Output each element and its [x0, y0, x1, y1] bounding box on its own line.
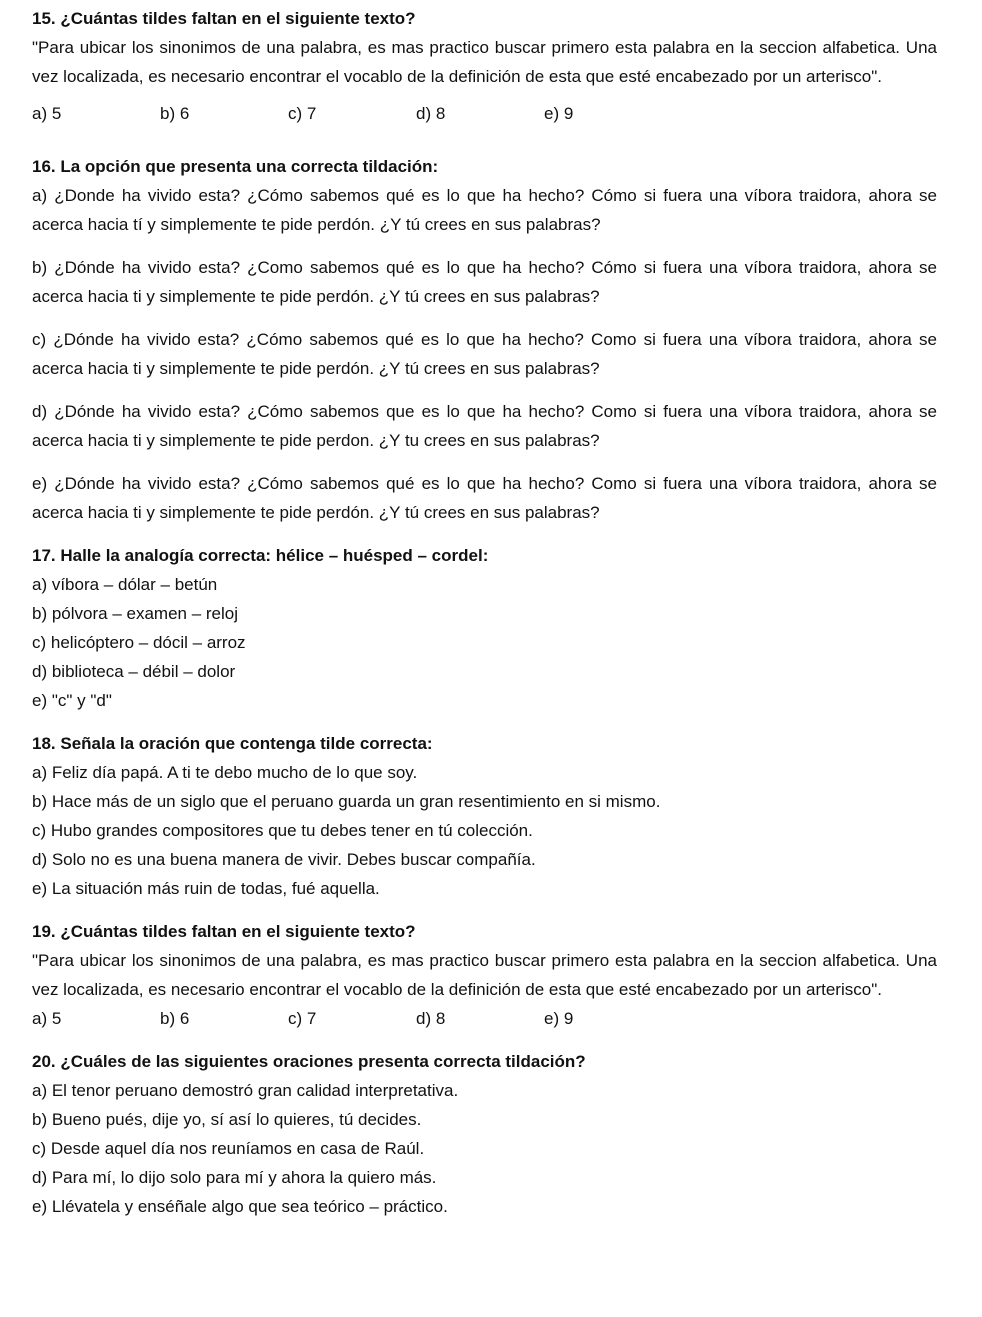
option-c: c) 7	[288, 1009, 317, 1028]
option-a: a) Feliz día papá. A ti te debo mucho de lo que soy.	[32, 763, 418, 782]
option-c: c) ¿Dónde ha vivido esta? ¿Cómo sabemos qué es lo que ha hecho? Como si fuera una víbora traidora, ahora se acerca hacia ti y simplemente te pide perdón. ¿Y tú crees en sus palabras?	[32, 330, 937, 378]
option-d: d) 8	[416, 1009, 446, 1028]
question-20	[32, 1047, 937, 1221]
option-a: a) 5	[32, 104, 62, 123]
option-c: c) 7	[288, 104, 317, 123]
option-c: c) Hubo grandes compositores que tu debes tener en tú colección.	[32, 821, 533, 840]
option-d: d) ¿Dónde ha vivido esta? ¿Cómo sabemos que es lo que ha hecho? Como si fuera una víbora traidora, ahora se acerca hacia ti y simplemente te pide perdon. ¿Y tu crees en sus palabras?	[32, 402, 937, 450]
option-a: a) El tenor peruano demostró gran calidad interpretativa.	[32, 1081, 459, 1100]
question-18-title: 18. Señala la oración que contenga tilde correcta:	[32, 734, 433, 753]
question-18	[32, 729, 937, 903]
option-b: b) Bueno pués, dije yo, sí así lo quieres, tú decides.	[32, 1110, 422, 1129]
option-b: b) pólvora – examen – reloj	[32, 604, 239, 623]
option-b: b) ¿Dónde ha vivido esta? ¿Como sabemos qué es lo que ha hecho? Cómo si fuera una víbora traidora, ahora se acerca hacia ti y simplemente te pide perdón. ¿Y tú crees en sus palabras?	[32, 258, 937, 306]
option-b: b) 6	[160, 104, 190, 123]
question-20-title: 20. ¿Cuáles de las siguientes oraciones presenta correcta tildación?	[32, 1052, 586, 1071]
option-a: a) víbora – dólar – betún	[32, 575, 218, 594]
question-15-options	[32, 99, 937, 128]
exam-page	[32, 4, 937, 1221]
question-15-title: 15. ¿Cuántas tildes faltan en el siguiente texto?	[32, 9, 416, 28]
option-c: c) Desde aquel día nos reuníamos en casa de Raúl.	[32, 1139, 425, 1158]
option-e: e) Llévatela y enséñale algo que sea teórico – práctico.	[32, 1197, 448, 1216]
question-15	[32, 4, 937, 128]
question-19-title: 19. ¿Cuántas tildes faltan en el siguiente texto?	[32, 922, 416, 941]
option-d: d) 8	[416, 104, 446, 123]
option-c: c) helicóptero – dócil – arroz	[32, 633, 246, 652]
question-17-title: 17. Halle la analogía correcta: hélice – huésped – cordel:	[32, 546, 489, 565]
option-e: e) 9	[544, 104, 574, 123]
question-19	[32, 917, 937, 1033]
option-b: b) Hace más de un siglo que el peruano guarda un gran resentimiento en si mismo.	[32, 792, 661, 811]
question-19-options	[32, 1004, 937, 1033]
option-d: d) biblioteca – débil – dolor	[32, 662, 236, 681]
option-e: e) "c" y "d"	[32, 691, 112, 710]
question-16-title: 16. La opción que presenta una correcta tildación:	[32, 157, 439, 176]
question-15-text: "Para ubicar los sinonimos de una palabra, es mas practico buscar primero esta palabra en la seccion alfabetica. Una vez localizada, es necesario encontrar el vocablo de la definición de esta que esté encabezado por un arterisco".	[32, 38, 937, 86]
option-a: a) ¿Donde ha vivido esta? ¿Cómo sabemos qué es lo que ha hecho? Cómo si fuera una víbora traidora, ahora se acerca hacia tí y simplemente te pide perdón. ¿Y tú crees en sus palabras?	[32, 186, 937, 234]
question-17	[32, 541, 937, 715]
option-e: e) ¿Dónde ha vivido esta? ¿Cómo sabemos qué es lo que ha hecho? Como si fuera una víbora traidora, ahora se acerca hacia ti y simplemente te pide perdón. ¿Y tú crees en sus palabras?	[32, 474, 937, 522]
option-d: d) Para mí, lo dijo solo para mí y ahora la quiero más.	[32, 1168, 437, 1187]
option-a: a) 5	[32, 1009, 62, 1028]
question-19-text: "Para ubicar los sinonimos de una palabra, es mas practico buscar primero esta palabra en la seccion alfabetica. Una vez localizada, es necesario encontrar el vocablo de la definición de esta que esté encabezado por un arterisco".	[32, 951, 937, 999]
question-16	[32, 152, 937, 527]
option-e: e) La situación más ruin de todas, fué aquella.	[32, 879, 380, 898]
option-e: e) 9	[544, 1009, 574, 1028]
option-b: b) 6	[160, 1009, 190, 1028]
option-d: d) Solo no es una buena manera de vivir. Debes buscar compañía.	[32, 850, 536, 869]
